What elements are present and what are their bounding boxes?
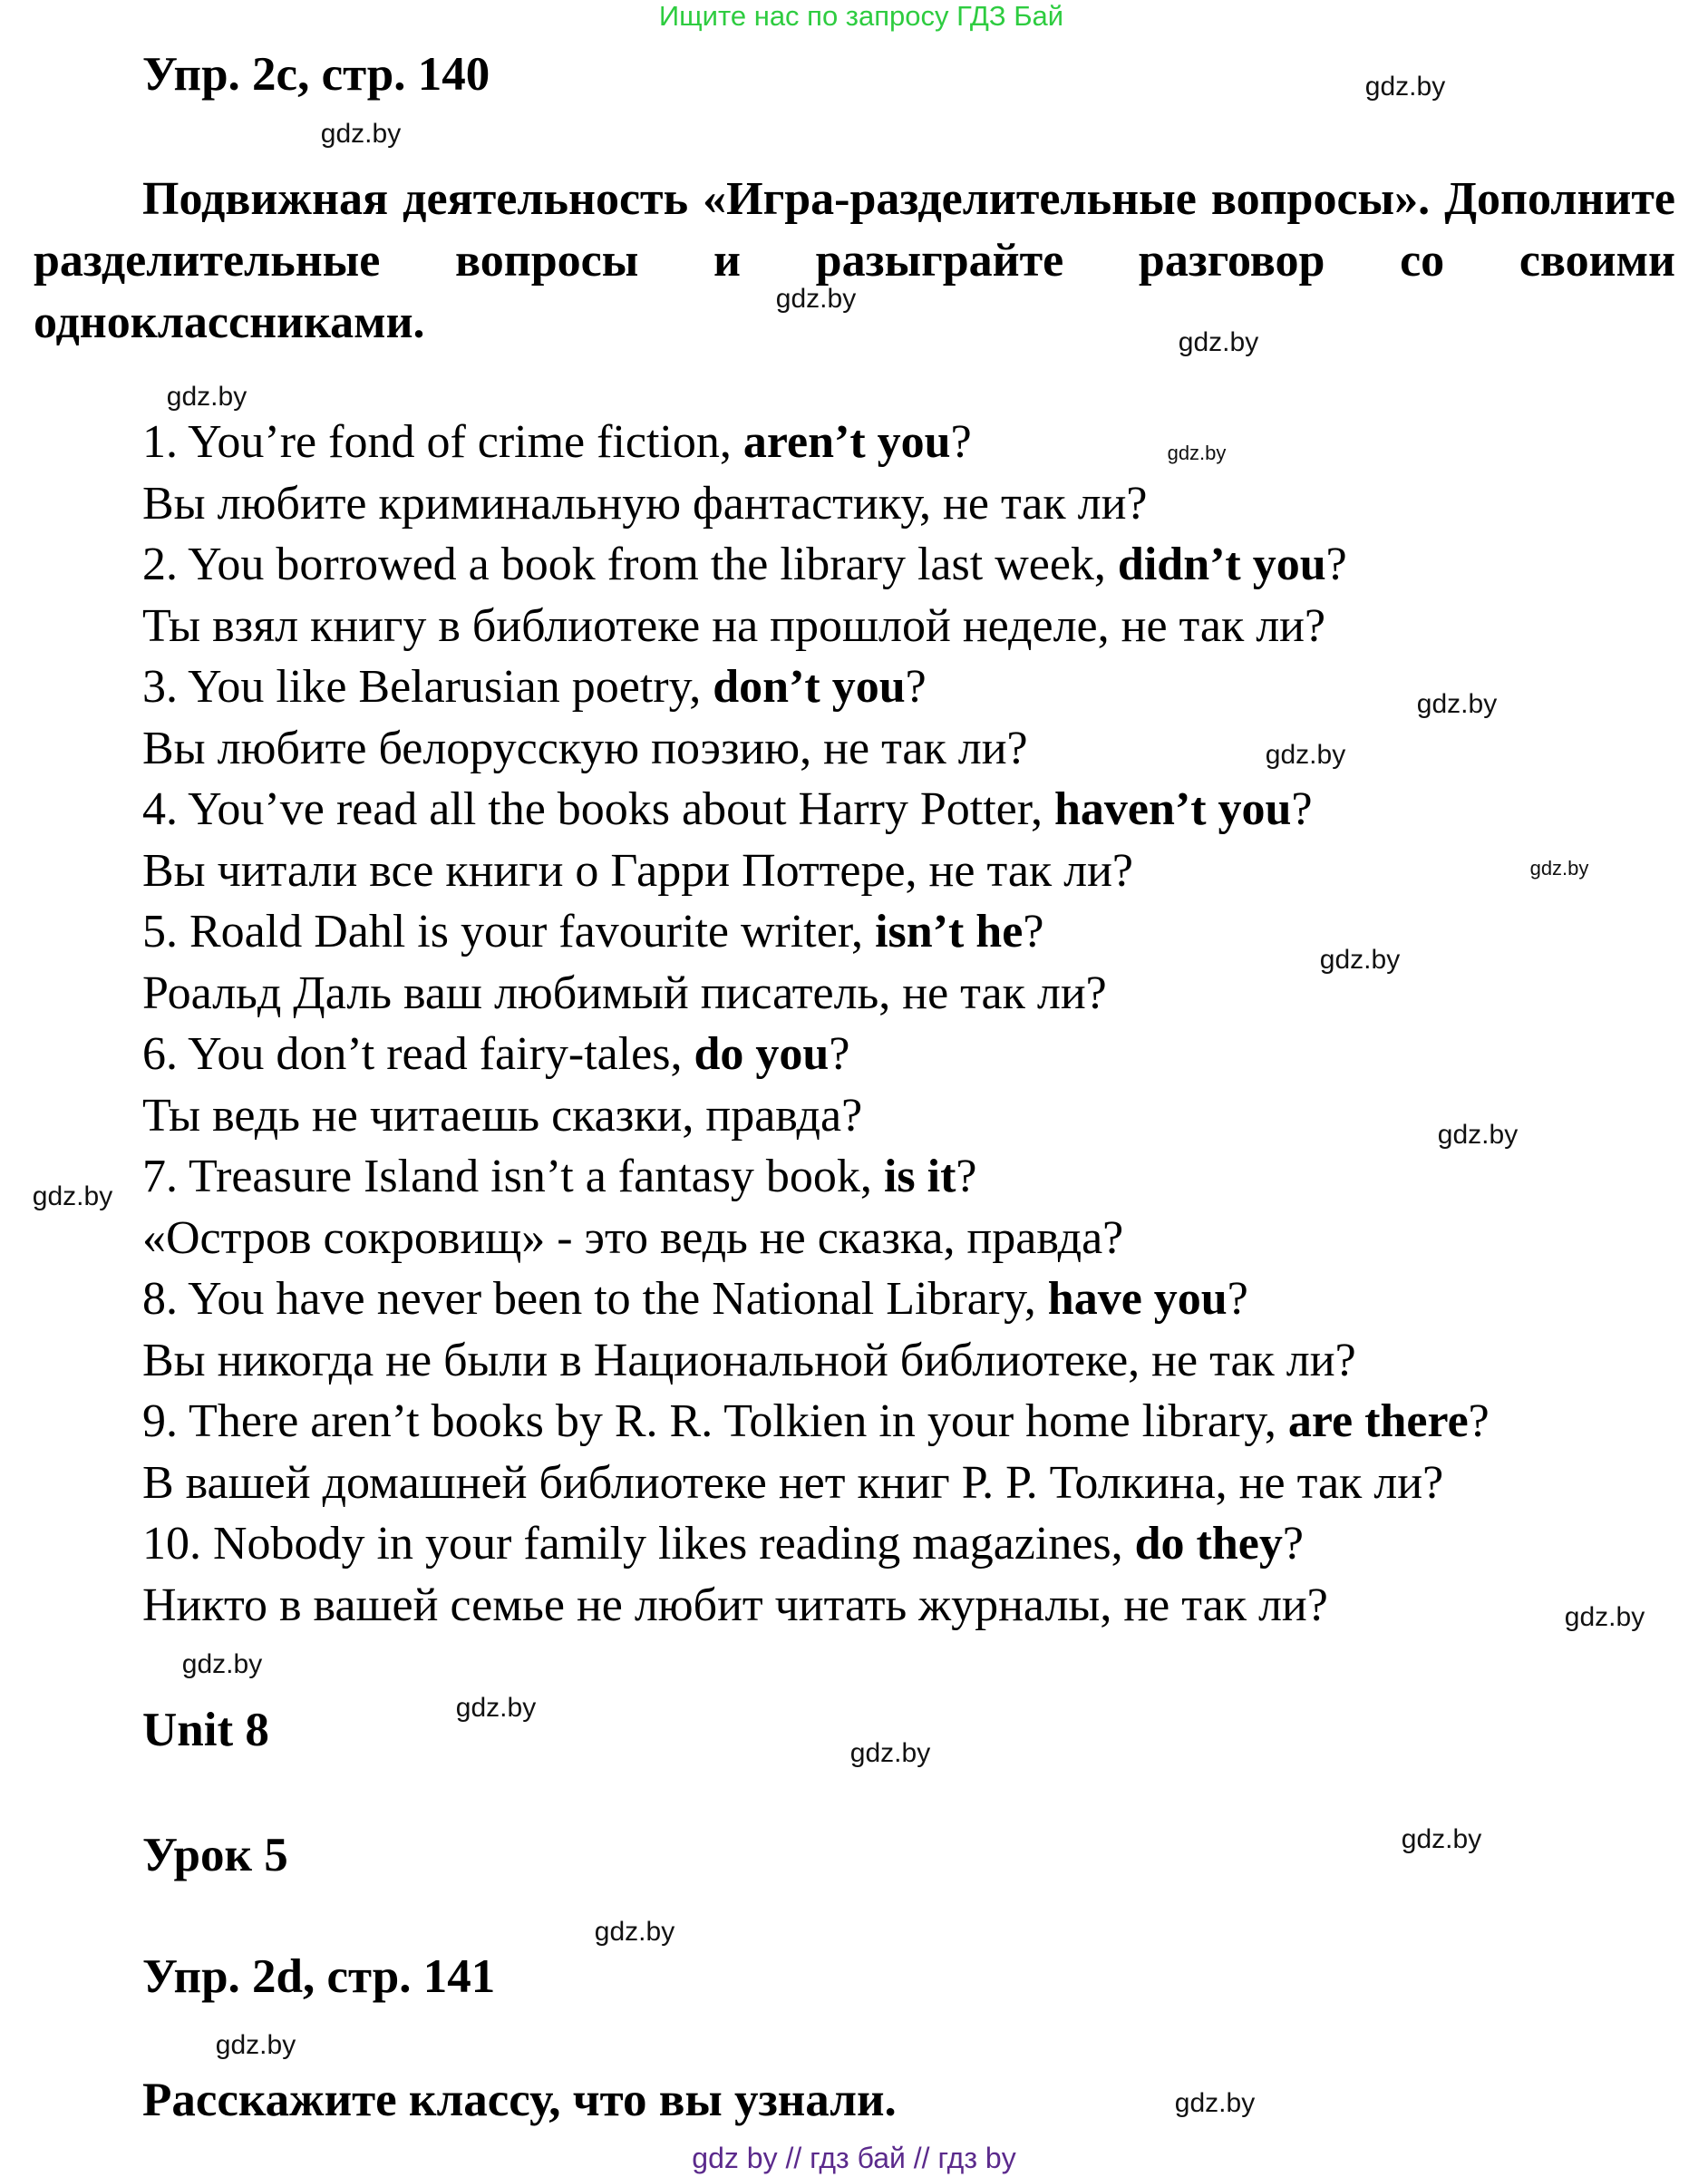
- question-mark: ?: [1291, 783, 1313, 835]
- watermark: gdz.by: [1174, 2088, 1256, 2118]
- question-text: 9. There aren’t books by R. R. Tolkien in your home library,: [142, 1395, 1288, 1447]
- english-question: [142, 901, 1043, 963]
- question-mark: ?: [956, 1151, 977, 1202]
- russian-translation: Вы любите криминальную фантастику, не так ли?: [142, 477, 1148, 530]
- watermark: gdz.by: [594, 1917, 675, 1947]
- question-tag: isn’t he: [875, 906, 1024, 957]
- watermark: gdz.by: [320, 119, 402, 149]
- question-text: 4. You’ve read all the books about Harry Potter,: [142, 783, 1054, 835]
- russian-translation: «Остров сокровищ» - это ведь не сказка, правда?: [142, 1211, 1124, 1264]
- question-text: 1. You’re fond of crime fiction,: [142, 416, 743, 468]
- watermark: gdz.by: [1265, 740, 1346, 770]
- watermark: gdz.by: [455, 1693, 537, 1723]
- watermark: gdz.by: [849, 1738, 931, 1768]
- question-tag: do you: [694, 1028, 830, 1080]
- watermark: gdz.by: [1167, 442, 1227, 464]
- russian-translation: В вашей домашней библиотеке нет книг Р. Р. Толкина, не так ли?: [142, 1456, 1444, 1509]
- english-question: [142, 1513, 1304, 1575]
- question-text: 8. You have never been to the National Library,: [142, 1273, 1048, 1325]
- watermark: gdz.by: [1437, 1120, 1519, 1150]
- question-tag: are there: [1287, 1395, 1469, 1447]
- task-instructions: Подвижная деятельность «Игра-разделительные вопросы». Дополните разделительные вопросы и разыграйте разговор со своими одноклассниками.: [34, 173, 1675, 348]
- question-text: 7. Treasure Island isn’t a fantasy book,: [142, 1151, 884, 1202]
- watermark: gdz.by: [775, 284, 857, 314]
- question-mark: ?: [1282, 1518, 1304, 1570]
- english-question: [142, 412, 972, 473]
- russian-translation: Вы любите белорусскую поэзию, не так ли?: [142, 722, 1028, 774]
- english-question: [142, 779, 1313, 841]
- search-banner[interactable]: Ищите нас по запросу ГДЗ Бай: [658, 0, 1064, 32]
- question-tag: haven’t you: [1053, 783, 1292, 835]
- english-question: [142, 1391, 1490, 1453]
- question-text: 10. Nobody in your family likes reading magazines,: [142, 1518, 1135, 1570]
- russian-translation: Никто в вашей семье не любит читать журналы, не так ли?: [142, 1579, 1328, 1631]
- question-mark: ?: [1325, 539, 1347, 590]
- question-mark: ?: [905, 661, 927, 713]
- english-question: [142, 1024, 849, 1085]
- question-mark: ?: [829, 1028, 850, 1080]
- russian-translation: Вы читали все книги о Гарри Поттере, не так ли?: [142, 844, 1134, 897]
- question-text: 2. You borrowed a book from the library last week,: [142, 539, 1118, 590]
- watermark: gdz.by: [215, 2030, 296, 2060]
- question-mark: ?: [1023, 906, 1044, 957]
- question-text: 6. You don’t read fairy-tales,: [142, 1028, 694, 1080]
- question-tag: don’t you: [713, 661, 906, 713]
- russian-translation: Ты взял книгу в библиотеке на прошлой неделе, не так ли?: [142, 599, 1326, 652]
- watermark: gdz.by: [1319, 945, 1401, 975]
- question-mark: ?: [1468, 1395, 1490, 1447]
- unit-heading: Unit 8: [142, 1704, 269, 1756]
- russian-translation: Роальд Даль ваш любимый писатель, не так ли?: [142, 967, 1107, 1019]
- english-question: [142, 1268, 1248, 1330]
- question-text: 5. Roald Dahl is your favourite writer,: [142, 906, 876, 957]
- watermark: gdz.by: [1564, 1602, 1645, 1632]
- question-tag: didn’t you: [1117, 539, 1326, 590]
- task2-instructions: Расскажите классу, что вы узнали.: [142, 2074, 897, 2126]
- question-mark: ?: [950, 416, 972, 468]
- answers-list: [142, 412, 1490, 1636]
- english-question: [142, 656, 927, 718]
- question-mark: ?: [1227, 1273, 1248, 1325]
- question-tag: is it: [883, 1151, 956, 1202]
- russian-translation: Вы никогда не были в Национальной библиотеке, не так ли?: [142, 1334, 1356, 1386]
- russian-translation: Ты ведь не читаешь сказки, правда?: [142, 1089, 863, 1142]
- watermark: gdz.by: [181, 1649, 263, 1679]
- exercise-title-2c: Упр. 2c, стр. 140: [142, 48, 490, 101]
- english-question: [142, 534, 1347, 596]
- watermark: gdz.by: [1529, 857, 1589, 880]
- watermark: gdz.by: [1178, 327, 1259, 357]
- lesson-heading: Урок 5: [142, 1829, 288, 1881]
- question-tag: do they: [1134, 1518, 1283, 1570]
- question-text: 3. You like Belarusian poetry,: [142, 661, 713, 713]
- question-tag: aren’t you: [742, 416, 951, 468]
- english-question: [142, 1146, 976, 1208]
- footer-links[interactable]: gdz by // гдз бай // гдз by: [692, 2142, 1016, 2174]
- watermark: gdz.by: [166, 382, 247, 412]
- question-tag: have you: [1047, 1273, 1228, 1325]
- watermark: gdz.by: [32, 1181, 113, 1211]
- watermark: gdz.by: [1416, 689, 1498, 719]
- watermark: gdz.by: [1364, 72, 1446, 102]
- exercise-title-2d: Упр. 2d, стр. 141: [142, 1950, 496, 2003]
- watermark: gdz.by: [1401, 1824, 1482, 1854]
